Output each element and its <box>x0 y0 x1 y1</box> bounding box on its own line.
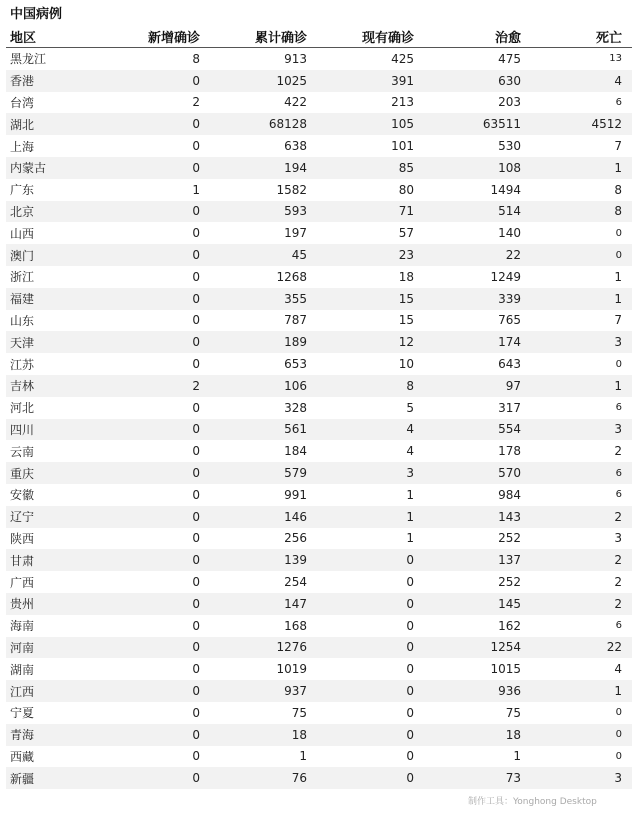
table-row[interactable] <box>6 724 632 746</box>
cell-active-confirmed: 23 <box>398 248 414 263</box>
cell-deaths: 8 <box>614 204 622 219</box>
cell-deaths: 1 <box>614 291 622 306</box>
cell-new-confirmed: 0 <box>192 422 200 437</box>
cell-region: 内蒙古 <box>10 161 47 176</box>
cell-active-confirmed: 0 <box>406 771 414 786</box>
table-row[interactable] <box>6 462 632 484</box>
cell-new-confirmed: 0 <box>192 575 200 590</box>
cell-cured: 22 <box>505 248 521 263</box>
cell-new-confirmed: 0 <box>192 444 200 459</box>
cell-deaths: 6 <box>615 620 622 632</box>
cell-total-confirmed: 355 <box>284 291 307 306</box>
cell-new-confirmed: 0 <box>192 749 200 764</box>
cell-deaths: 0 <box>615 358 622 370</box>
cell-total-confirmed: 913 <box>284 51 307 66</box>
cell-new-confirmed: 0 <box>192 553 200 568</box>
cell-region: 江苏 <box>10 357 35 372</box>
cell-new-confirmed: 0 <box>192 684 200 698</box>
cell-deaths: 0 <box>615 729 622 741</box>
cell-cured: 162 <box>498 618 521 633</box>
cell-region: 浙江 <box>10 270 35 285</box>
cell-total-confirmed: 787 <box>284 313 307 328</box>
cell-active-confirmed: 15 <box>398 313 414 328</box>
cell-new-confirmed: 0 <box>192 139 200 154</box>
cell-active-confirmed: 71 <box>398 204 414 219</box>
cell-new-confirmed: 0 <box>192 269 200 284</box>
cell-new-confirmed: 0 <box>192 531 200 546</box>
cell-active-confirmed: 4 <box>406 444 414 459</box>
cell-region: 重庆 <box>10 466 35 481</box>
cell-new-confirmed: 0 <box>192 618 200 633</box>
cell-region: 四川 <box>10 422 35 437</box>
cell-total-confirmed: 139 <box>284 553 307 568</box>
cell-total-confirmed: 638 <box>284 139 307 154</box>
cell-total-confirmed: 937 <box>284 684 307 698</box>
table-row[interactable] <box>6 375 632 397</box>
cell-region: 西藏 <box>10 749 35 764</box>
cell-active-confirmed: 0 <box>406 684 414 698</box>
cell-region: 辽宁 <box>10 510 35 525</box>
cell-cured: 108 <box>498 160 521 175</box>
cell-active-confirmed: 1 <box>406 531 414 546</box>
cell-total-confirmed: 184 <box>284 444 307 459</box>
table-row[interactable] <box>6 440 632 462</box>
cell-region: 贵州 <box>10 597 35 612</box>
column-header-active-confirmed[interactable]: 现有确诊 <box>361 30 414 46</box>
cell-region: 澳门 <box>10 248 35 263</box>
cell-new-confirmed: 0 <box>192 466 200 481</box>
table-row[interactable] <box>6 484 632 506</box>
cell-deaths: 2 <box>614 575 622 590</box>
cell-cured: 63511 <box>482 117 521 132</box>
cell-active-confirmed: 3 <box>406 466 414 481</box>
cell-new-confirmed: 2 <box>192 378 200 393</box>
cell-region: 台湾 <box>10 95 35 110</box>
cell-cured: 140 <box>498 226 521 241</box>
cell-cured: 339 <box>498 291 521 306</box>
cell-total-confirmed: 1 <box>299 749 307 764</box>
cell-cured: 530 <box>498 139 521 154</box>
cell-deaths: 0 <box>615 750 622 762</box>
cell-total-confirmed: 168 <box>284 618 307 633</box>
cell-new-confirmed: 8 <box>192 51 200 66</box>
cell-region: 湖北 <box>10 117 35 132</box>
cell-deaths: 3 <box>614 531 622 546</box>
cell-active-confirmed: 0 <box>406 662 414 677</box>
cell-cured: 1249 <box>490 269 521 284</box>
cell-new-confirmed: 0 <box>192 596 200 611</box>
table-row[interactable] <box>6 397 632 419</box>
table-row[interactable] <box>6 288 632 310</box>
cell-new-confirmed: 0 <box>192 160 200 175</box>
cell-active-confirmed: 101 <box>391 139 414 154</box>
cell-new-confirmed: 0 <box>192 487 200 502</box>
cell-cured: 554 <box>498 422 521 437</box>
cell-cured: 145 <box>498 596 521 611</box>
table-row[interactable] <box>6 244 632 266</box>
cell-active-confirmed: 85 <box>398 160 414 175</box>
cell-cured: 984 <box>498 487 521 502</box>
cell-region: 安徽 <box>10 488 35 503</box>
cell-total-confirmed: 106 <box>284 378 307 393</box>
cell-deaths: 2 <box>614 553 622 568</box>
cell-active-confirmed: 0 <box>406 553 414 568</box>
cell-active-confirmed: 12 <box>398 335 414 350</box>
cell-new-confirmed: 0 <box>192 640 200 655</box>
column-header-region[interactable]: 地区 <box>10 30 37 46</box>
cell-cured: 178 <box>498 444 521 459</box>
cell-deaths: 8 <box>614 182 622 197</box>
table-row[interactable] <box>6 702 632 724</box>
cell-region: 北京 <box>10 204 35 219</box>
cell-region: 陕西 <box>10 531 35 546</box>
cell-cured: 137 <box>498 553 521 568</box>
cell-region: 天津 <box>10 335 35 350</box>
cell-total-confirmed: 68128 <box>268 117 307 132</box>
cell-active-confirmed: 0 <box>406 727 414 742</box>
cell-deaths: 4512 <box>591 117 622 132</box>
cell-deaths: 3 <box>614 422 622 437</box>
table-row[interactable] <box>6 222 632 244</box>
cell-cured: 252 <box>498 575 521 590</box>
cell-new-confirmed: 0 <box>192 248 200 263</box>
table-row[interactable] <box>6 331 632 353</box>
cell-deaths: 6 <box>615 467 622 479</box>
cell-region: 江西 <box>10 684 35 699</box>
cell-total-confirmed: 579 <box>284 466 307 481</box>
cell-deaths: 2 <box>614 596 622 611</box>
cell-total-confirmed: 1276 <box>276 640 307 655</box>
cell-active-confirmed: 0 <box>406 596 414 611</box>
cell-new-confirmed: 0 <box>192 662 200 677</box>
table-row[interactable] <box>6 266 632 288</box>
cell-region: 云南 <box>10 444 35 459</box>
cell-deaths: 4 <box>614 662 622 677</box>
cell-region: 香港 <box>10 74 35 89</box>
cell-region: 广西 <box>10 575 35 590</box>
table-row[interactable] <box>6 767 632 789</box>
cell-region: 海南 <box>10 619 35 634</box>
cell-active-confirmed: 0 <box>406 575 414 590</box>
table-row[interactable] <box>6 419 632 441</box>
cell-active-confirmed: 80 <box>398 182 414 197</box>
column-header-total-confirmed[interactable]: 累计确诊 <box>254 30 307 46</box>
cell-active-confirmed: 425 <box>391 51 414 66</box>
cell-new-confirmed: 0 <box>192 705 200 720</box>
cell-cured: 18 <box>505 727 521 742</box>
table-row[interactable] <box>6 179 632 201</box>
cell-region: 河南 <box>10 640 35 655</box>
column-header-deaths[interactable]: 死亡 <box>595 30 622 46</box>
cell-deaths: 6 <box>615 489 622 501</box>
cell-active-confirmed: 391 <box>391 73 414 88</box>
cell-region: 黑龙江 <box>10 52 47 67</box>
cell-active-confirmed: 4 <box>406 422 414 437</box>
cell-cured: 1494 <box>490 182 521 197</box>
cell-region: 广东 <box>10 183 35 198</box>
cell-deaths: 1 <box>614 160 622 175</box>
cell-deaths: 1 <box>614 684 622 698</box>
cell-new-confirmed: 0 <box>192 73 200 88</box>
cell-active-confirmed: 57 <box>398 226 414 241</box>
cell-cured: 1015 <box>490 662 521 677</box>
cell-total-confirmed: 146 <box>284 509 307 524</box>
table-row[interactable] <box>6 506 632 528</box>
cell-new-confirmed: 2 <box>192 95 200 110</box>
cell-total-confirmed: 18 <box>291 727 307 742</box>
cell-total-confirmed: 256 <box>284 531 307 546</box>
cell-total-confirmed: 76 <box>291 771 307 786</box>
cell-deaths: 13 <box>609 53 622 65</box>
table-body <box>6 48 632 789</box>
table-row[interactable] <box>6 549 632 571</box>
table-row[interactable] <box>6 615 632 637</box>
table-header <box>6 25 632 48</box>
cell-new-confirmed: 0 <box>192 226 200 241</box>
cell-cured: 630 <box>498 73 521 88</box>
cell-cured: 73 <box>505 771 521 786</box>
cell-total-confirmed: 593 <box>284 204 307 219</box>
cell-deaths: 6 <box>615 96 622 108</box>
cell-cured: 252 <box>498 531 521 546</box>
cell-active-confirmed: 18 <box>398 269 414 284</box>
cell-cured: 317 <box>498 400 521 415</box>
table-row[interactable] <box>6 528 632 550</box>
cell-deaths: 2 <box>614 444 622 459</box>
table-row[interactable] <box>6 113 632 135</box>
cell-deaths: 2 <box>614 509 622 524</box>
cell-region: 宁夏 <box>10 706 35 721</box>
cell-new-confirmed: 0 <box>192 117 200 132</box>
cell-cured: 1 <box>513 749 521 764</box>
cell-new-confirmed: 0 <box>192 771 200 786</box>
cell-deaths: 7 <box>614 313 622 328</box>
cell-total-confirmed: 75 <box>291 705 307 720</box>
table-row[interactable] <box>6 201 632 223</box>
table-row[interactable] <box>6 637 632 659</box>
cell-total-confirmed: 189 <box>284 335 307 350</box>
table-row[interactable] <box>6 593 632 615</box>
cell-cured: 1254 <box>490 640 521 655</box>
table-row[interactable] <box>6 353 632 375</box>
table-row[interactable] <box>6 746 632 768</box>
cell-deaths: 4 <box>614 73 622 88</box>
cell-active-confirmed: 10 <box>398 357 414 372</box>
cell-cured: 174 <box>498 335 521 350</box>
cell-region: 上海 <box>10 139 35 154</box>
cell-active-confirmed: 0 <box>406 705 414 720</box>
cell-deaths: 0 <box>615 707 622 719</box>
footer-credit: 制作工具：Yonghong Desktop <box>468 797 597 807</box>
cell-region: 湖南 <box>10 662 35 677</box>
case-table <box>6 25 632 789</box>
cell-total-confirmed: 328 <box>284 400 307 415</box>
cell-active-confirmed: 8 <box>406 378 414 393</box>
cell-total-confirmed: 1268 <box>276 269 307 284</box>
cell-cured: 75 <box>505 705 521 720</box>
cell-region: 山西 <box>10 226 35 241</box>
cell-deaths: 0 <box>615 249 622 261</box>
cell-region: 甘肃 <box>10 553 35 568</box>
cell-cured: 203 <box>498 95 521 110</box>
cell-total-confirmed: 991 <box>284 487 307 502</box>
cell-deaths: 7 <box>614 139 622 154</box>
cell-active-confirmed: 0 <box>406 640 414 655</box>
cell-total-confirmed: 194 <box>284 160 307 175</box>
cell-total-confirmed: 1019 <box>276 662 307 677</box>
cell-active-confirmed: 213 <box>391 95 414 110</box>
cell-region: 河北 <box>10 401 35 416</box>
cell-deaths: 6 <box>615 402 622 414</box>
cell-region: 山东 <box>10 313 35 328</box>
cell-new-confirmed: 0 <box>192 313 200 328</box>
cell-cured: 97 <box>505 378 521 393</box>
cell-active-confirmed: 15 <box>398 291 414 306</box>
column-header-new-confirmed[interactable]: 新增确诊 <box>147 30 200 46</box>
cell-active-confirmed: 0 <box>406 618 414 633</box>
cell-region: 青海 <box>10 728 35 743</box>
cell-active-confirmed: 0 <box>406 749 414 764</box>
cell-active-confirmed: 1 <box>406 487 414 502</box>
cell-deaths: 3 <box>614 771 622 786</box>
cell-total-confirmed: 1582 <box>276 182 307 197</box>
cell-active-confirmed: 5 <box>406 400 414 415</box>
cell-cured: 514 <box>498 204 521 219</box>
table-row[interactable] <box>6 70 632 92</box>
cell-total-confirmed: 422 <box>284 95 307 110</box>
cell-total-confirmed: 254 <box>284 575 307 590</box>
cell-total-confirmed: 561 <box>284 422 307 437</box>
table-row[interactable] <box>6 92 632 114</box>
cell-new-confirmed: 1 <box>192 182 200 197</box>
table-row[interactable] <box>6 48 632 70</box>
cell-cured: 475 <box>498 51 521 66</box>
cell-total-confirmed: 147 <box>284 596 307 611</box>
cell-deaths: 22 <box>606 640 622 655</box>
cell-active-confirmed: 105 <box>391 117 414 132</box>
cell-deaths: 1 <box>614 269 622 284</box>
table-row[interactable] <box>6 658 632 680</box>
cell-cured: 765 <box>498 313 521 328</box>
cell-total-confirmed: 197 <box>284 226 307 241</box>
cell-cured: 143 <box>498 509 521 524</box>
cell-new-confirmed: 0 <box>192 335 200 350</box>
cell-deaths: 1 <box>614 378 622 393</box>
cell-cured: 570 <box>498 466 521 481</box>
column-header-cured[interactable]: 治愈 <box>494 30 521 46</box>
cell-cured: 936 <box>498 684 521 698</box>
cell-new-confirmed: 0 <box>192 357 200 372</box>
cell-new-confirmed: 0 <box>192 727 200 742</box>
cell-active-confirmed: 1 <box>406 509 414 524</box>
cell-deaths: 0 <box>615 227 622 239</box>
cell-total-confirmed: 1025 <box>276 73 307 88</box>
page-title: 中国病例 <box>10 7 63 22</box>
cell-total-confirmed: 45 <box>291 248 307 263</box>
cell-region: 新疆 <box>10 771 35 786</box>
table-row[interactable] <box>6 135 632 157</box>
table-row[interactable] <box>6 680 632 702</box>
cell-new-confirmed: 0 <box>192 291 200 306</box>
table-row[interactable] <box>6 157 632 179</box>
cell-region: 吉林 <box>10 379 35 394</box>
cell-new-confirmed: 0 <box>192 204 200 219</box>
cell-cured: 643 <box>498 357 521 372</box>
cell-new-confirmed: 0 <box>192 400 200 415</box>
table-row[interactable] <box>6 310 632 332</box>
cell-total-confirmed: 653 <box>284 357 307 372</box>
cell-new-confirmed: 0 <box>192 509 200 524</box>
cell-deaths: 3 <box>614 335 622 350</box>
table-row[interactable] <box>6 571 632 593</box>
cell-region: 福建 <box>10 292 35 307</box>
